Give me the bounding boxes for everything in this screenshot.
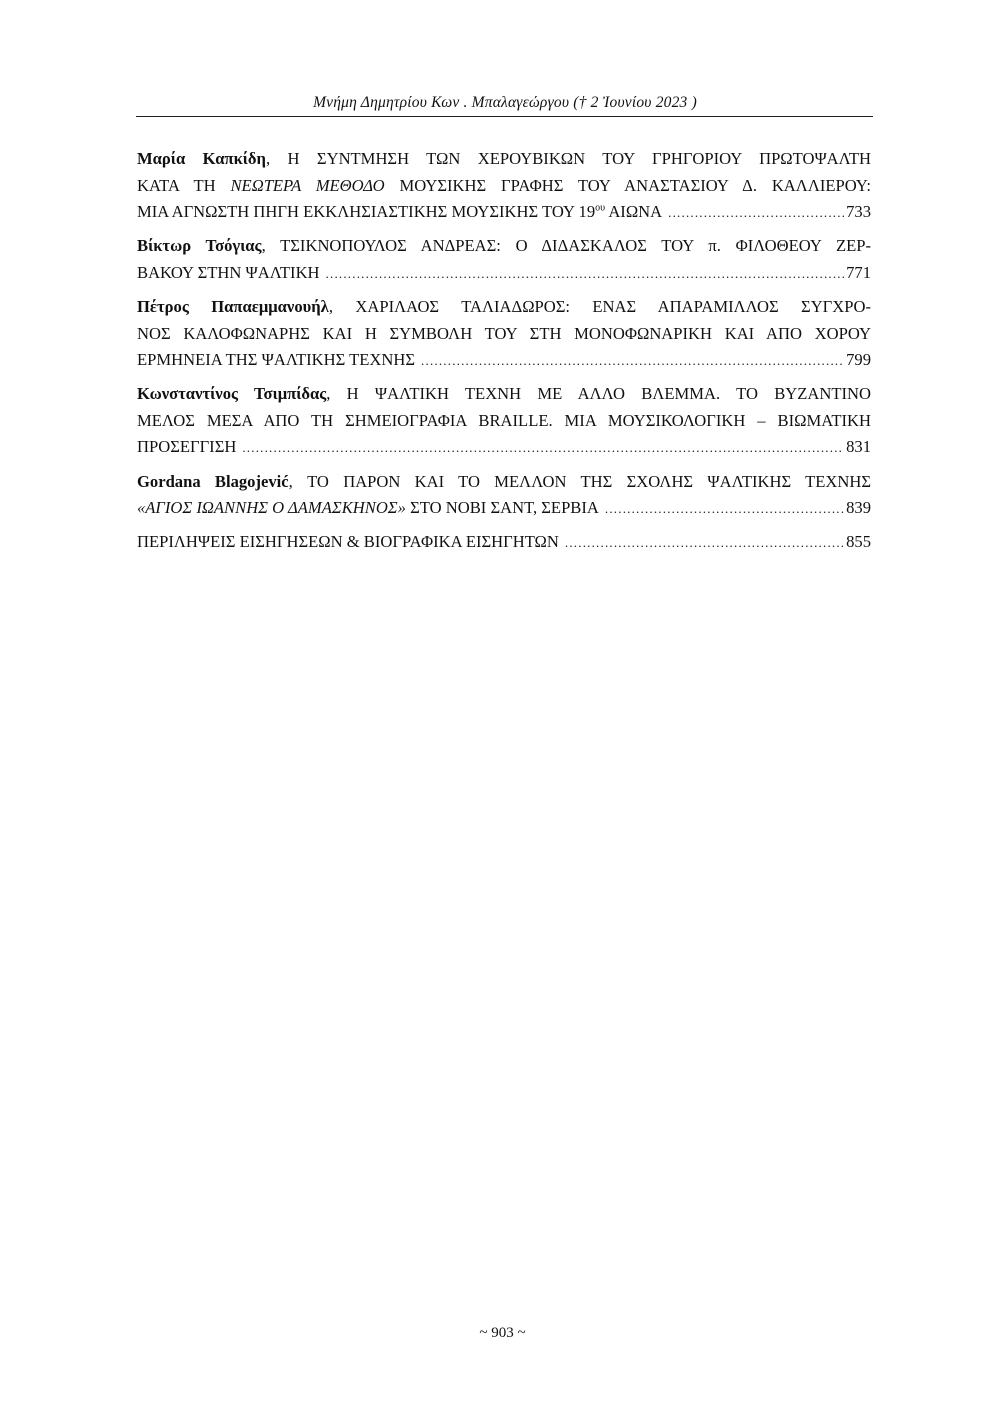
dot-leader <box>421 348 844 375</box>
toc-author: Κωνσταντίνος Τσιμπίδας <box>137 384 327 404</box>
toc-title-text: ΠΕΡΙΛΗΨΕΙΣ ΕΙΣΗΓΗΣΕΩΝ & ΒΙΟΓΡΑΦΙΚΑ ΕΙΣΗΓΗΤΩΝ <box>137 532 559 552</box>
toc-title-text: , ΤΣΙΚΝΟΠΟΥΛΟΣ ΑΝΔΡΕΑΣ: Ο ΔΙΔΑΣΚΑΛΟΣ ΤΟΥ π. ΦΙΛΟΘΕΟΥ ΖΕΡ- <box>261 236 871 256</box>
toc-title-text: ΑΙΩΝΑ <box>605 202 663 222</box>
toc-page-number: 733 <box>846 202 871 222</box>
toc-entry <box>137 294 871 375</box>
toc-page-number: 771 <box>846 262 871 282</box>
toc-entry-line <box>137 347 871 375</box>
toc-page-number: 831 <box>846 437 871 457</box>
toc-entry <box>137 146 871 227</box>
toc-title-text: ΣΤΟ ΝΟΒΙ ΣΑΝΤ, ΣΕΡΒΙΑ <box>405 498 599 518</box>
toc-author: Πέτρος Παπαεμμανουήλ <box>137 296 329 316</box>
toc-title-text: ΝΟΣ ΚΑΛΟΦΩΝΑΡΗΣ ΚΑΙ Η ΣΥΜΒΟΛΗ ΤΟΥ ΣΤΗ ΜΟΝΟΦΩΝΑΡΙΚΗ ΚΑΙ ΑΠΟ ΧΟΡΟΥ <box>137 323 871 343</box>
toc-title-text: ΜΟΥΣΙΚΗΣ ΓΡΑΦΗΣ ΤΟΥ ΑΝΑΣΤΑΣΙΟΥ Δ. ΚΑΛΛΙΕΡΟΥ: <box>384 175 871 195</box>
toc-entry <box>137 529 871 557</box>
toc-entry-line <box>137 146 871 173</box>
running-header: Μνήμη Δημητρίου Κων . Μπαλαγεώργου († 2 Ἰουνίου 2023 ) <box>313 94 697 111</box>
toc-page-number: 799 <box>846 350 871 370</box>
toc-title-text: ΚΑΤΑ ΤΗ <box>137 175 231 195</box>
toc-author: Gordana Blagojević <box>137 471 289 491</box>
toc-entry-line <box>137 381 871 408</box>
toc-title-text: ΒΑΚΟΥ ΣΤΗΝ ΨΑΛΤΙΚΗ <box>137 262 320 282</box>
toc-entry-line <box>137 495 871 523</box>
toc-entry-line <box>137 260 871 288</box>
toc-entry-line <box>137 233 871 260</box>
toc-entry <box>137 469 871 523</box>
toc-page-number: 839 <box>846 498 871 518</box>
toc-title-text: , Η ΣΥΝΤΜΗΣΗ ΤΩΝ ΧΕΡΟΥΒΙΚΩΝ ΤΟΥ ΓΡΗΓΟΡΙΟΥ ΠΡΩΤΟΨΑΛΤΗ <box>265 149 871 168</box>
toc-title-italic: «ΑΓΙΟΣ ΙΩΑΝΝΗΣ Ο ΔΑΜΑΣΚΗΝΟΣ» <box>137 498 406 518</box>
header-rule <box>136 116 873 117</box>
toc-title-text: ΜΕΛΟΣ ΜΕΣΑ ΑΠΟ ΤΗ ΣΗΜΕΙΟΓΡΑΦΙΑ BRAILLE. ΜΙΑ ΜΟΥΣΙΚΟΛΟΓΙΚΗ – ΒΙΩΜΑΤΙΚΗ <box>137 410 871 430</box>
toc-author: Βίκτωρ Τσόγιας <box>137 236 262 256</box>
toc-entry <box>137 381 871 462</box>
dot-leader <box>565 530 844 557</box>
toc-entry-line <box>137 321 871 348</box>
toc-page-number: 855 <box>846 532 871 552</box>
toc-entry-line <box>137 294 871 321</box>
toc-author: Μαρία Καπκίδη <box>137 149 266 168</box>
toc-title-text: , Η ΨΑΛΤΙΚΗ ΤΕΧΝΗ ΜΕ ΑΛΛΟ ΒΛΕΜΜΑ. ΤΟ ΒΥΖΑΝΤΙΝΟ <box>326 384 871 404</box>
page-number: ~ 903 ~ <box>479 1325 526 1341</box>
toc-title-text: ΕΡΜΗΝΕΙΑ ΤΗΣ ΨΑΛΤΙΚΗΣ ΤΕΧΝΗΣ <box>137 350 416 370</box>
toc-title-text: , ΧΑΡΙΛΑΟΣ ΤΑΛΙΑΔΩΡΟΣ: ΕΝΑΣ ΑΠΑΡΑΜΙΛΛΟΣ ΣΥΓΧΡΟ- <box>328 296 871 316</box>
toc-title-italic: ΝΕΩΤΕΡΑ ΜΕΘΟΔΟ <box>230 175 385 195</box>
toc-entry-line <box>137 173 871 200</box>
toc-entry-line <box>137 469 871 496</box>
toc-title-text: ΠΡΟΣΕΓΓΙΣΗ <box>137 437 237 457</box>
table-of-contents <box>137 146 871 563</box>
toc-title-superscript: ου <box>595 202 606 214</box>
dot-leader <box>605 496 844 523</box>
dot-leader <box>668 200 844 227</box>
toc-entry-line <box>137 199 871 227</box>
dot-leader <box>326 261 845 288</box>
toc-entry-line <box>137 529 871 557</box>
toc-entry-line <box>137 408 871 435</box>
toc-title-text: ΜΙΑ ΑΓΝΩΣΤΗ ΠΗΓΗ ΕΚΚΛΗΣΙΑΣΤΙΚΗΣ ΜΟΥΣΙΚΗΣ ΤΟΥ 19 <box>137 202 596 222</box>
toc-entry <box>137 233 871 287</box>
toc-title-text: , ΤΟ ΠΑΡΟΝ ΚΑΙ ΤΟ ΜΕΛΛΟΝ ΤΗΣ ΣΧΟΛΗΣ ΨΑΛΤΙΚΗΣ ΤΕΧΝΗΣ <box>288 471 871 491</box>
toc-entry-line <box>137 434 871 462</box>
dot-leader <box>242 435 844 462</box>
